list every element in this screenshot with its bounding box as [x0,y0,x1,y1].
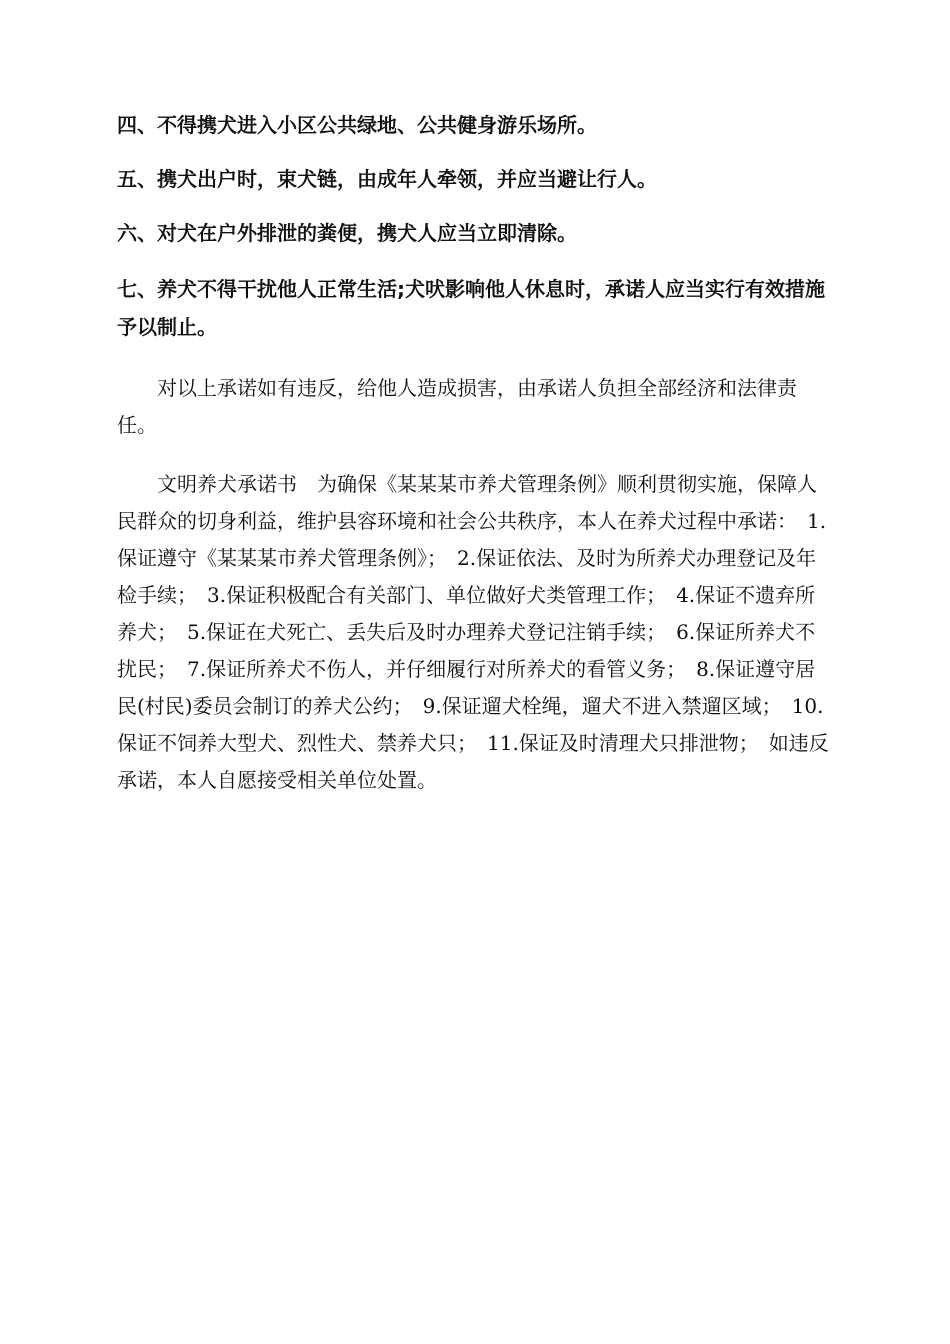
document-content [117,108,833,799]
rule-item-6: 六、对犬在户外排泄的粪便，携犬人应当立即清除。 [117,221,577,245]
pledge-paragraph: 文明养犬承诺书 为确保《某某某市养犬管理条例》顺利贯彻实施，保障人民群众的切身利益，维护县容环境和社会公共秩序，本人在养犬过程中承诺： 1.保证遵守《某某某市养犬管理条例》； 2.保证依法、及时为所养犬办理登记及年检手续； 3.保证积极配合有关部门、单位做好犬类管理工作； 4.保证不遗弃所养犬； 5.保证在犬死亡、丢失后及时办理养犬登记注销手续； 6.保证所养犬不扰民； 7.保证所养犬不伤人，并仔细履行对所养犬的看管义务； 8.保证遵守居民(村民)委员会制订的养犬公约； 9.保证遛犬栓绳，遛犬不进入禁遛区域； 10.保证不饲养大型犬、烈性犬、禁养犬只； 11.保证及时清理犬只排泄物； 如违反承诺，本人自愿接受相关单位处置。 [117,472,829,792]
rule-item-5: 五、携犬出户时，束犬链，由成年人牵领，并应当避让行人。 [117,167,657,191]
rule-item-4: 四、不得携犬进入小区公共绿地、公共健身游乐场所。 [117,113,597,137]
rule-item-7: 七、养犬不得干扰他人正常生活;犬吠影响他人休息时，承诺人应当实行有效措施予以制止。 [117,277,825,339]
liability-paragraph: 对以上承诺如有违反，给他人造成损害，由承诺人负担全部经济和法律责任。 [117,376,797,437]
